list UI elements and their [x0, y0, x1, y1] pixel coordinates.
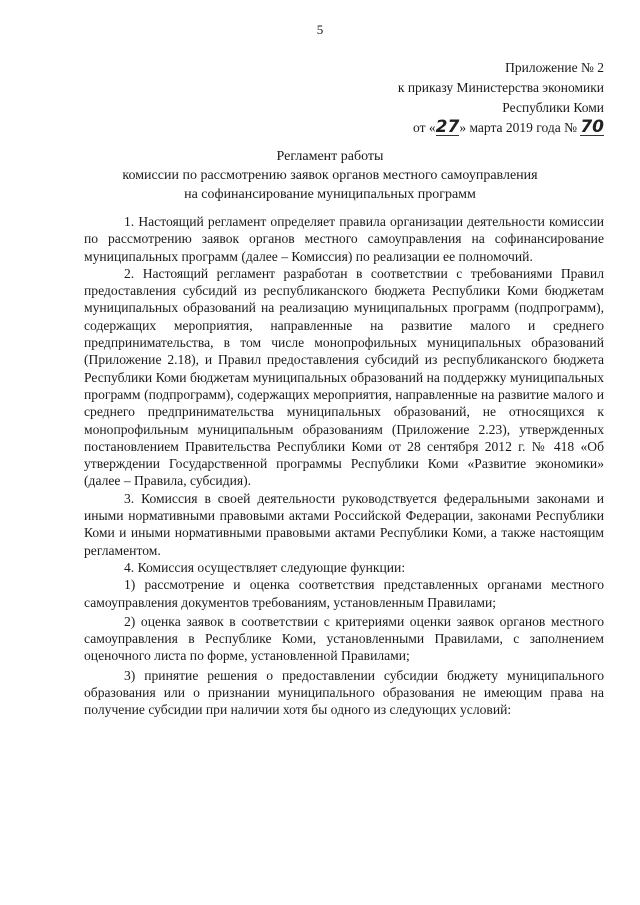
appendix-title: Приложение № 2: [505, 60, 604, 75]
document-body: [84, 213, 604, 719]
appendix-date-line: [284, 118, 604, 138]
date-suffix: » марта 2019 года №: [459, 120, 577, 135]
appendix-header: [284, 58, 604, 138]
appendix-region: Республики Коми: [502, 100, 604, 115]
paragraph-2: 2. Настоящий регламент разработан в соответствии с требованиями Правил предоставления субсидий из республиканского бюджета Республики Коми бюджетам муниципальных образований на реализацию муниципальных программ (подпрограмм), содержащих мероприятия, направленные на развитие малого и среднего предпринимательства, в том числе монопрофильных муниципальных образований (Приложение 2.18), и Правил предоставления субсидий из республиканского бюджета Республики Коми бюджетам муниципальных образований на поддержку муниципальных программ (подпрограмм), содержащих мероприятия, направленные на развитие малого и среднего предпринимательства муниципальных образований, не относящихся к монопрофильным муниципальным образованиям (Приложение 2.23), утвержденных постановлением Правительства Республики Коми от 28 сентября 2012 г. № 418 «Об утверждении Государственной программы Республики Коми «Развитие экономики» (далее – Правила, субсидия).: [84, 265, 604, 489]
appendix-order-ref: к приказу Министерства экономики: [397, 80, 604, 95]
function-item-1: 1) рассмотрение и оценка соответствия представленных органами местного самоуправления документов требованиям, установленным Правилами;: [84, 577, 604, 610]
handwritten-day: 27: [435, 117, 460, 137]
paragraph-3: 3. Комиссия в своей деятельности руководствуется федеральными законами и иными нормативными правовыми актами Российской Федерации, законами Республики Коми и иными нормативными правовыми актами Республики Коми, а также настоящим регламентом.: [84, 490, 604, 558]
date-prefix: от «: [413, 120, 436, 135]
paragraph-1: 1. Настоящий регламент определяет правила организации деятельности комиссии по рассмотрению заявок органов местного самоуправления на софинансирование муниципальных программ (далее – Комиссия) по реализации ее полномочий.: [84, 214, 604, 264]
title-line-3: на софинансирование муниципальных программ: [184, 187, 476, 202]
title-line-2: комиссии по рассмотрению заявок органов местного самоуправления: [122, 168, 538, 183]
title-line-1: Регламент работы: [276, 149, 384, 164]
paragraph-4: 4. Комиссия осуществляет следующие функции:: [124, 559, 406, 575]
function-item-3: 3) принятие решения о предоставлении субсидии бюджету муниципального образования или о признании муниципального образования не имеющим права на получение субсидии при наличии хотя бы одного из следующих условий:: [84, 667, 604, 718]
handwritten-order-number: 70: [580, 117, 604, 137]
function-item-2: 2) оценка заявок в соответствии с критериями оценки заявок органов местного самоуправления в Республике Коми, установленными Правилами, с заполнением оценочного листа по форме, установленной Правилами;: [84, 613, 604, 664]
page-number: 5: [316, 22, 324, 37]
document-title: [60, 147, 600, 204]
